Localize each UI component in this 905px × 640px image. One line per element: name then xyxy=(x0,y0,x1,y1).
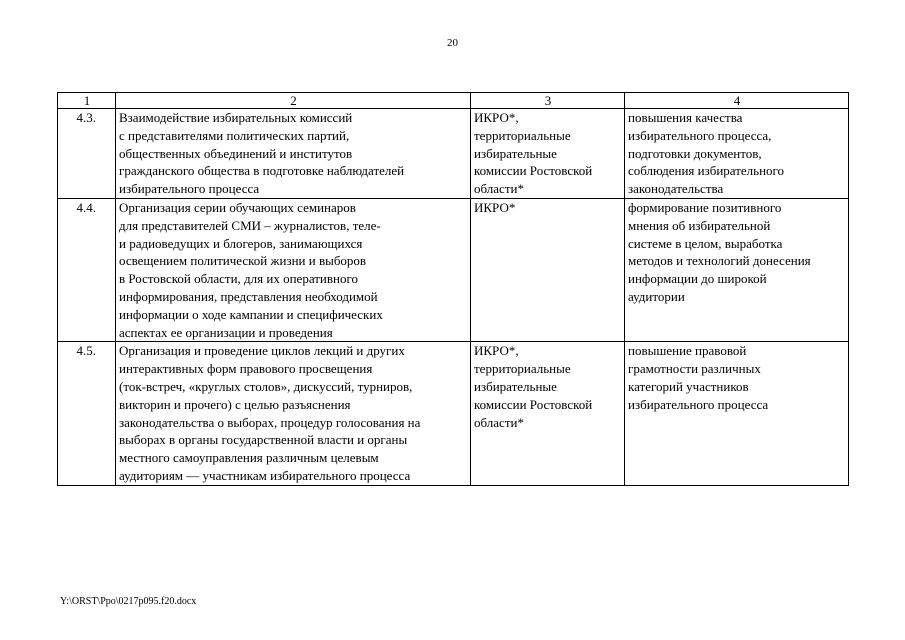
activity-cell xyxy=(116,342,471,485)
activity-cell-line: Организация серии обучающих семинаров xyxy=(119,199,356,215)
table-row xyxy=(58,198,849,341)
activity-cell-line: в Ростовской области, для их оперативного xyxy=(119,271,358,287)
activity-cell-line: (ток-встреч, «круглых столов», дискуссий, турниров, xyxy=(119,378,413,394)
activity-cell-line: с представителями политических партий, xyxy=(119,127,350,143)
goal-cell xyxy=(625,198,849,341)
executor-cell xyxy=(471,198,625,341)
goal-cell xyxy=(625,342,849,485)
goal-cell-line: методов и технологий донесения xyxy=(628,253,811,269)
goal-cell-line: аудитории xyxy=(628,288,685,304)
activity-cell-line: выборах в органы государственной власти и органы xyxy=(119,432,408,448)
column-header-2: 2 xyxy=(116,93,471,109)
goal-cell-line: системе в целом, выработка xyxy=(628,235,783,251)
column-header-3: 3 xyxy=(471,93,625,109)
executor-cell xyxy=(471,109,625,199)
executor-cell-line: ИКРО* xyxy=(474,199,516,215)
activity-cell-line: освещением политической жизни и выборов xyxy=(119,253,367,269)
executor-cell-line: избирательные xyxy=(474,378,557,394)
goal-cell-line: избирательного процесса, xyxy=(628,127,772,143)
column-header-4: 4 xyxy=(625,93,849,109)
column-header-1: 1 xyxy=(58,93,116,109)
activity-cell-line: интерактивных форм правового просвещения xyxy=(119,361,373,377)
activity-cell-line: общественных объединений и институтов xyxy=(119,145,353,161)
goal-cell-line: грамотности различных xyxy=(628,361,761,377)
goal-cell-line: повышение правовой xyxy=(628,343,747,359)
executor-cell-line: области* xyxy=(474,414,524,430)
activity-cell-line: аудиториям — участникам избирательного процесса xyxy=(119,467,411,483)
activity-cell-line: для представителей СМИ – журналистов, теле- xyxy=(119,217,381,233)
executor-cell-line: избирательные xyxy=(474,145,557,161)
activity-cell-line: викторин и прочего) с целью разъяснения xyxy=(119,396,351,412)
goal-cell-line: повышения качества xyxy=(628,110,743,125)
file-path-footer: Y:\ORST\Ppo\0217p095.f20.docx xyxy=(60,596,197,607)
goal-cell-line: формирование позитивного xyxy=(628,199,782,215)
executor-cell-line: ИКРО*, xyxy=(474,110,519,125)
row-number: 4.5. xyxy=(58,342,116,485)
row-number: 4.4. xyxy=(58,198,116,341)
table-header-row xyxy=(58,93,849,109)
goal-cell-line: соблюдения избирательного xyxy=(628,163,785,179)
activity-cell-line: гражданского общества в подготовке наблюдателей xyxy=(119,163,405,179)
activity-cell-line: избирательного процесса xyxy=(119,181,260,197)
executor-cell-line: ИКРО*, xyxy=(474,343,519,359)
activity-cell xyxy=(116,198,471,341)
activity-cell-line: местного самоуправления различным целевым xyxy=(119,450,379,466)
goal-cell xyxy=(625,109,849,199)
executor-cell-line: территориальные xyxy=(474,361,571,377)
measures-table xyxy=(57,92,849,486)
executor-cell xyxy=(471,342,625,485)
goal-cell-line: законодательства xyxy=(628,181,724,197)
activity-cell-line: Взаимодействие избирательных комиссий xyxy=(119,110,353,125)
activity-cell-line: аспектах ее организации и проведения xyxy=(119,324,333,340)
goal-cell-line: избирательного процесса xyxy=(628,396,769,412)
activity-cell-line: и радиоведущих и блогеров, занимающихся xyxy=(119,235,363,251)
goal-cell-line: категорий участников xyxy=(628,378,749,394)
goal-cell-line: информации до широкой xyxy=(628,271,767,287)
page-number: 20 xyxy=(447,37,458,49)
executor-cell-line: комиссии Ростовской xyxy=(474,396,593,412)
table-row xyxy=(58,109,849,199)
activity-cell xyxy=(116,109,471,199)
activity-cell-line: информации о ходе кампании и специфических xyxy=(119,306,383,322)
goal-cell-line: мнения об избирательной xyxy=(628,217,771,233)
goal-cell-line: подготовки документов, xyxy=(628,145,762,161)
activity-cell-line: законодательства о выборах, процедур голосования на xyxy=(119,414,421,430)
activity-cell-line: информирования, представления необходимой xyxy=(119,288,378,304)
activity-cell-line: Организация и проведение циклов лекций и других xyxy=(119,343,405,359)
executor-cell-line: области* xyxy=(474,181,524,197)
table-row xyxy=(58,342,849,485)
executor-cell-line: территориальные xyxy=(474,127,571,143)
row-number: 4.3. xyxy=(58,109,116,199)
executor-cell-line: комиссии Ростовской xyxy=(474,163,593,179)
